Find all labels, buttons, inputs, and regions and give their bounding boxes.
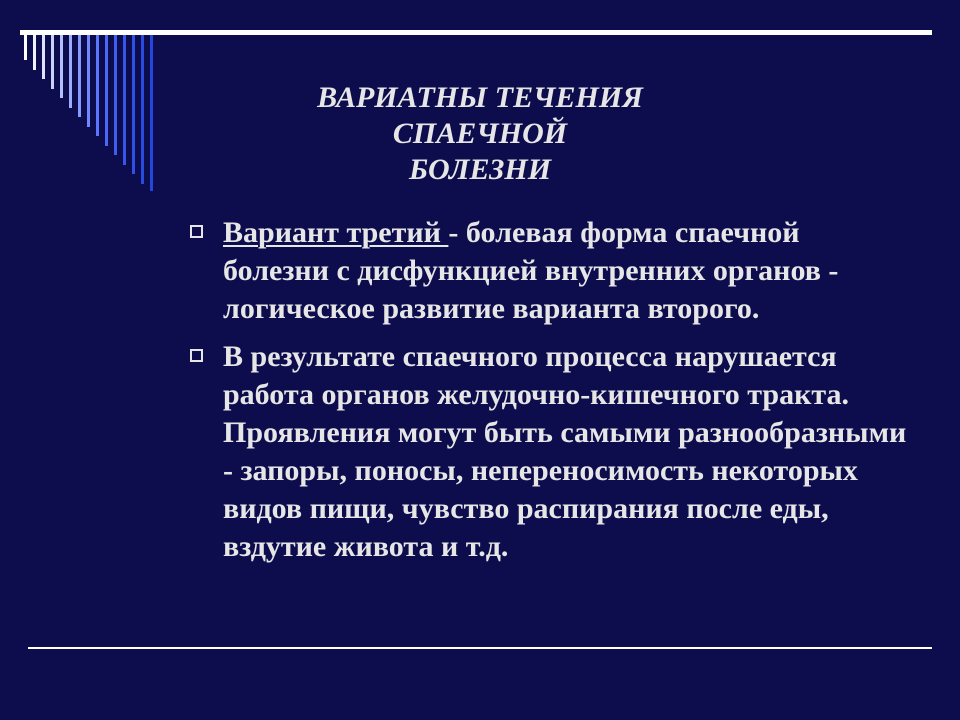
top-rule (20, 30, 932, 35)
slide-title-line-1: ВАРИАТНЫ ТЕЧЕНИЯ СПАЕЧНОЙ (317, 81, 643, 150)
square-bullet-icon (190, 225, 203, 238)
bullet-text: - болевая форма спаечной болезни с дисфункцией внутренних органов - логическое развитие варианта второго. (223, 216, 839, 325)
stripe (24, 35, 27, 60)
stripe (33, 35, 36, 70)
bullet-list (188, 214, 908, 576)
bullet-item-variant-three (188, 214, 908, 328)
square-bullet-icon (190, 349, 203, 362)
stripe (132, 35, 135, 174)
stripe (114, 35, 117, 155)
slide-title (230, 80, 730, 188)
stripe (51, 35, 54, 89)
stripe (105, 35, 108, 146)
stripe (123, 35, 126, 165)
stripe (42, 35, 45, 79)
bullet-lead: Вариант третий (223, 216, 449, 249)
slide-title-line-2: БОЛЕЗНИ (408, 153, 552, 186)
stripe (69, 35, 72, 108)
bullet-item-consequences (188, 338, 908, 566)
stripe (78, 35, 81, 117)
bottom-rule (28, 647, 932, 649)
stripe (87, 35, 90, 127)
stripe (60, 35, 63, 98)
stripe (141, 35, 144, 184)
stripe (150, 35, 153, 191)
bullet-text: В результате спаечного процесса нарушается работа органов желудочно-кишечного тракта. Проявления могут быть самыми разнообразными - запоры, поносы, непереносимость некоторых видов пищи, чувство распирания после еды, вздутие живота и т.д. (223, 340, 907, 563)
stripe (96, 35, 99, 136)
